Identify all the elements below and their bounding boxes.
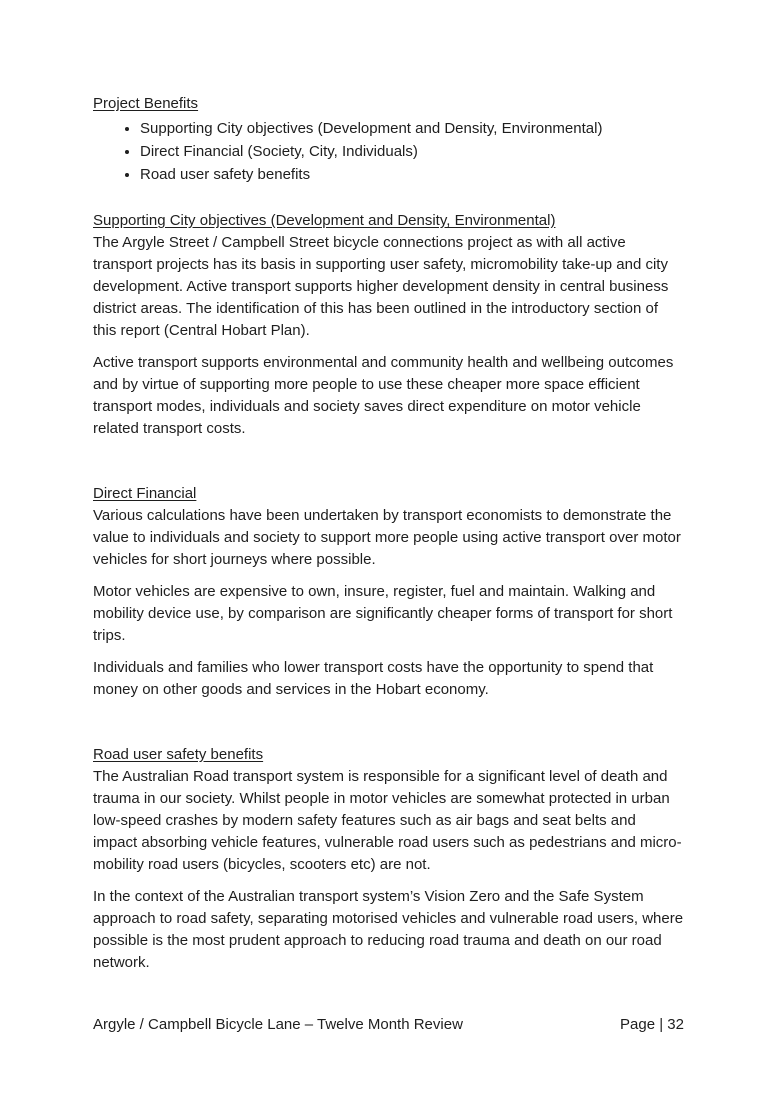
- paragraph: In the context of the Australian transport system’s Vision Zero and the Safe System approach to road safety, separating motorised vehicles and vulnerable road users, where possible is the most prudent approach to reducing road trauma and death on our road network.: [93, 888, 684, 971]
- bullet-item: • Road user safety benefits: [140, 163, 684, 186]
- paragraph: The Argyle Street / Campbell Street bicycle connections project as with all active transport projects has its basis in supporting user safety, micromobility take-up and city development. Active transport supports higher development density in central business district areas. The identification of this has been outlined in the introductory section of this report (Central Hobart Plan).: [93, 234, 669, 339]
- paragraph: Motor vehicles are expensive to own, insure, register, fuel and maintain. Walking and mobility device use, by comparison are significantly cheaper forms of transport for short trips.: [93, 583, 673, 644]
- paragraph: Active transport supports environmental and community health and wellbeing outcomes and by virtue of supporting more people to use these cheaper more space efficient transport modes, individuals and society saves direct expenditure on motor vehicle related transport costs.: [93, 354, 674, 437]
- paragraph: Various calculations have been undertaken by transport economists to demonstrate the value to individuals and society to support more people using active transport over motor vehicles for short journeys where possible.: [93, 507, 681, 568]
- footer-page-number: Page | 32: [620, 1016, 684, 1033]
- paragraph: Individuals and families who lower transport costs have the opportunity to spend that money on other goods and services in the Hobart economy.: [93, 659, 654, 698]
- bullet-item: • Supporting City objectives (Development and Density, Environmental): [140, 117, 684, 140]
- section-supporting-city-objectives: [93, 210, 684, 440]
- section-heading: Road user safety benefits: [93, 746, 264, 763]
- section-direct-financial: [93, 483, 684, 701]
- footer-document-title: Argyle / Campbell Bicycle Lane – Twelve Month Review: [93, 1016, 463, 1033]
- page-footer: [93, 1014, 684, 1036]
- section-heading: Project Benefits: [93, 95, 199, 112]
- section-project-benefits: [93, 93, 684, 186]
- section-heading: Direct Financial: [93, 485, 197, 502]
- section-heading: Supporting City objectives (Development and Density, Environmental): [93, 212, 556, 229]
- bullet-item: • Direct Financial (Society, City, Individuals): [140, 140, 684, 163]
- document-content: [93, 93, 684, 984]
- benefits-bullet-list: [93, 117, 684, 186]
- paragraph: The Australian Road transport system is responsible for a significant level of death and trauma in our society. Whilst people in motor vehicles are somewhat protected in urban low-speed crashes by modern safety features such as air bags and seat belts and impact absorbing vehicle features, vulnerable road users such as pedestrians and micro-mobility road users (bicycles, scooters etc) are not.: [93, 768, 682, 873]
- section-road-user-safety: [93, 744, 684, 974]
